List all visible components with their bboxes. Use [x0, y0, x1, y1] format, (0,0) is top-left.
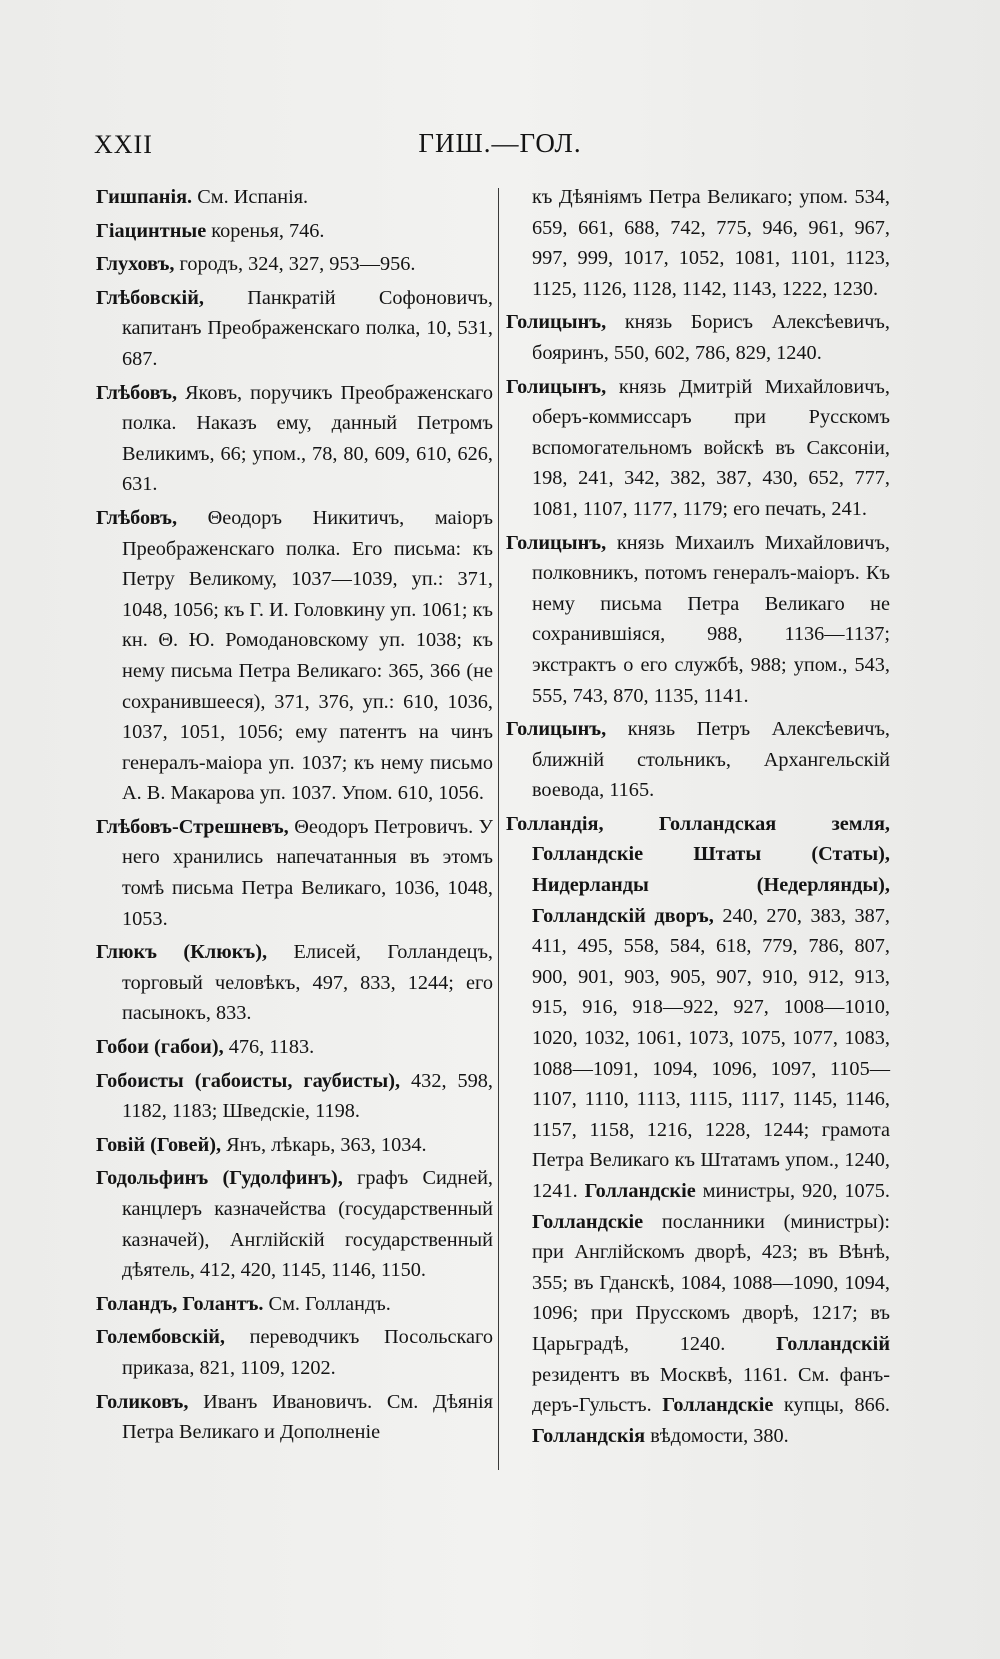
- column-divider: [498, 188, 499, 1470]
- sub-entry-text: купцы, 866.: [773, 1394, 890, 1417]
- index-entry: [96, 503, 493, 809]
- index-entry: [96, 378, 493, 500]
- index-entry: [96, 1130, 493, 1161]
- sub-entry-text: посланники (министры): при Англійскомъ дворѣ, 423; въ Вѣнѣ, 355; въ Гданскѣ, 1084, 1088—1090, 1094, 1096; при Прусскомъ дворѣ, 1217; въ Царьградѣ, 1240.: [532, 1210, 890, 1355]
- entry-headword: Гобоисты (габоисты, гаубисты),: [96, 1069, 401, 1092]
- index-entry: [96, 1163, 493, 1285]
- index-entry: [96, 1289, 493, 1320]
- entry-headword: Голландія, Голландская земля, Голландскіе Штаты (Статы), Нидерланды (Недерлянды), Голландскій дворъ,: [506, 812, 890, 927]
- left-column: [96, 182, 493, 1451]
- entry-text: городъ, 324, 327, 953—956.: [174, 253, 416, 276]
- entry-text: переводчикъ Посольскаго приказа, 821, 1109, 1202.: [122, 1326, 493, 1379]
- entry-headword: Гишпанія.: [96, 186, 193, 208]
- index-entry: [506, 372, 890, 525]
- sub-entry-text: резидентъ въ Москвѣ, 1161. См. фанъ-деръ-Гульстъ.: [532, 1363, 890, 1417]
- right-column: [506, 182, 890, 1454]
- index-entry: [506, 528, 890, 712]
- index-entry: [506, 307, 890, 368]
- index-entry: [96, 283, 493, 375]
- index-entry: [506, 714, 890, 806]
- index-entry: [96, 1322, 493, 1383]
- running-title: ГИШ.—ГОЛ.: [418, 128, 582, 158]
- entry-text: графъ Сидней, канцлеръ казначейства (государственный казначей), Англійскій государственный дѣятель, 412, 420, 1145, 1146, 1150.: [122, 1167, 493, 1282]
- entry-text: князь Дмитрій Михайловичъ, оберъ-коммиссаръ при Русскомъ вспомогательномъ войскѣ въ Саксоніи, 198, 241, 342, 382, 387, 430, 652, 777, 1081, 1107, 1177, 1179; его печать, 241.: [532, 375, 890, 520]
- entry-headword: Гіацинтные: [96, 219, 207, 242]
- entry-text: 476, 1183.: [223, 1036, 315, 1059]
- entry-text: къ Дѣяніямъ Петра Великаго; упом. 534, 659, 661, 688, 742, 775, 946, 961, 967, 997, 999, 1017, 1052, 1081, 1101, 1123, 1125, 1126, 1128, 1142, 1143, 1222, 1230.: [532, 186, 890, 300]
- sub-headword: Голландскіе: [584, 1180, 696, 1202]
- entry-headword: Годольфинъ (Гудолфинъ),: [96, 1167, 343, 1190]
- sub-headword: Голландскій: [776, 1332, 890, 1355]
- entry-headword: Глюкъ (Клюкъ),: [96, 941, 268, 964]
- sub-headword: Голландскіе: [532, 1210, 644, 1233]
- index-entry: [96, 249, 493, 280]
- entry-text: Елисей, Голландецъ, торговый человѣкъ, 497, 833, 1244; его пасынокъ, 833.: [122, 941, 493, 1025]
- entry-text: 432, 598, 1182, 1183; Шведскіе, 1198.: [122, 1069, 493, 1123]
- index-entry: [96, 216, 493, 247]
- entry-headword: Голиковъ,: [96, 1390, 189, 1413]
- entry-headword: Голембовскій,: [96, 1326, 225, 1349]
- index-entry: [96, 182, 493, 213]
- index-entry: [96, 812, 493, 934]
- entry-text: Янъ, лѣкарь, 363, 1034.: [221, 1133, 427, 1156]
- entry-headword: Говій (Говей),: [96, 1133, 222, 1156]
- entry-headword: Глѣбовъ-Стрешневъ,: [96, 815, 289, 838]
- index-entry: [506, 809, 890, 1451]
- entry-text: Панкратій Софоновичъ, капитанъ Преображенскаго полка, 10, 531, 687.: [122, 286, 493, 370]
- entry-headword: Голандъ, Голантъ.: [96, 1292, 264, 1315]
- sub-entry-text: вѣдомости, 380.: [645, 1424, 789, 1447]
- sub-headword: Голландскія: [532, 1424, 646, 1447]
- page-header: [94, 128, 906, 168]
- entry-headword: Голицынъ,: [506, 375, 607, 398]
- sub-entry-text: министры, 920, 1075.: [695, 1180, 890, 1202]
- index-entry: [96, 1066, 493, 1127]
- entry-text: князь Михаилъ Михайловичъ, полковникъ, потомъ генералъ-маіоръ. Къ нему письма Петра Великаго не сохранившіяся, 988, 1136—1137; экстрактъ о его службѣ, 988; упом., 543, 555, 743, 870, 1135, 1141.: [532, 531, 890, 707]
- entry-text: Θеодоръ Никитичъ, маіоръ Преображенскаго полка. Его письма: къ Петру Великому, 1037—1039, уп.: 371, 1048, 1056; къ Г. И. Головкину уп. 1061; къ кн. Θ. Ю. Ромодановскому уп. 1038; къ нему письма Петра Великаго: 365, 366 (не сохранившееся), 371, 376, уп.: 610, 1036, 1037, 1051, 1056; ему патентъ на чинъ генералъ-маіора уп. 1037; къ нему письмо А. В. Макарова уп. 1037. Упом. 610, 1056.: [122, 506, 493, 805]
- entry-text: См. Голландъ.: [263, 1292, 391, 1315]
- entry-text: князь Борисъ Алексѣевичъ, бояринъ, 550, 602, 786, 829, 1240.: [532, 311, 890, 364]
- entry-text: Иванъ Ивановичъ. См. Дѣянія Петра Великаго и Дополненіе: [122, 1390, 493, 1444]
- page-number: XXII: [94, 130, 153, 159]
- entry-text: коренья, 746.: [206, 219, 325, 242]
- entry-text: См. Испанія.: [192, 186, 309, 208]
- index-entry: [96, 1387, 493, 1448]
- entry-headword: Глѣбовъ,: [96, 506, 178, 529]
- entry-text: 240, 270, 383, 387, 411, 495, 558, 584, 618, 779, 786, 807, 900, 901, 903, 905, 907, 910, 912, 913, 915, 916, 918—922, 927, 1008—1010, 1020, 1032, 1061, 1073, 1075, 1077, 1083, 1088—1091, 1094, 1096, 1097, 1105—1107, 1110, 1113, 1115, 1117, 1145, 1146, 1157, 1158, 1216, 1228, 1244; грамота Петра Великаго къ Штатамъ упом., 1240, 1241.: [532, 904, 890, 1202]
- entry-headword: Глуховъ,: [96, 253, 175, 276]
- entry-headword: Голицынъ,: [506, 718, 607, 741]
- entry-text: Яковъ, поручикъ Преображенскаго полка. Наказъ ему, данный Петромъ Великимъ, 66; упом., 78, 80, 609, 610, 626, 631.: [122, 381, 493, 496]
- entry-headword: Глѣбовъ,: [96, 381, 178, 404]
- index-entry: [96, 937, 493, 1029]
- entry-headword: Голицынъ,: [506, 311, 607, 334]
- index-entry: [96, 1032, 493, 1063]
- entry-headword: Глѣбовскій,: [96, 286, 204, 309]
- entry-headword: Гобои (габои),: [96, 1036, 224, 1059]
- entry-text: Θеодоръ Петровичъ. У него хранились напечатанныя въ этомъ томѣ письма Петра Великаго, 1036, 1048, 1053.: [122, 815, 493, 930]
- sub-headword: Голландскіе: [662, 1394, 774, 1417]
- entry-text: князь Петръ Алексѣевичъ, ближній стольникъ, Архангельскій воевода, 1165.: [532, 718, 890, 802]
- index-entry: [506, 182, 890, 304]
- entry-headword: Голицынъ,: [506, 531, 607, 554]
